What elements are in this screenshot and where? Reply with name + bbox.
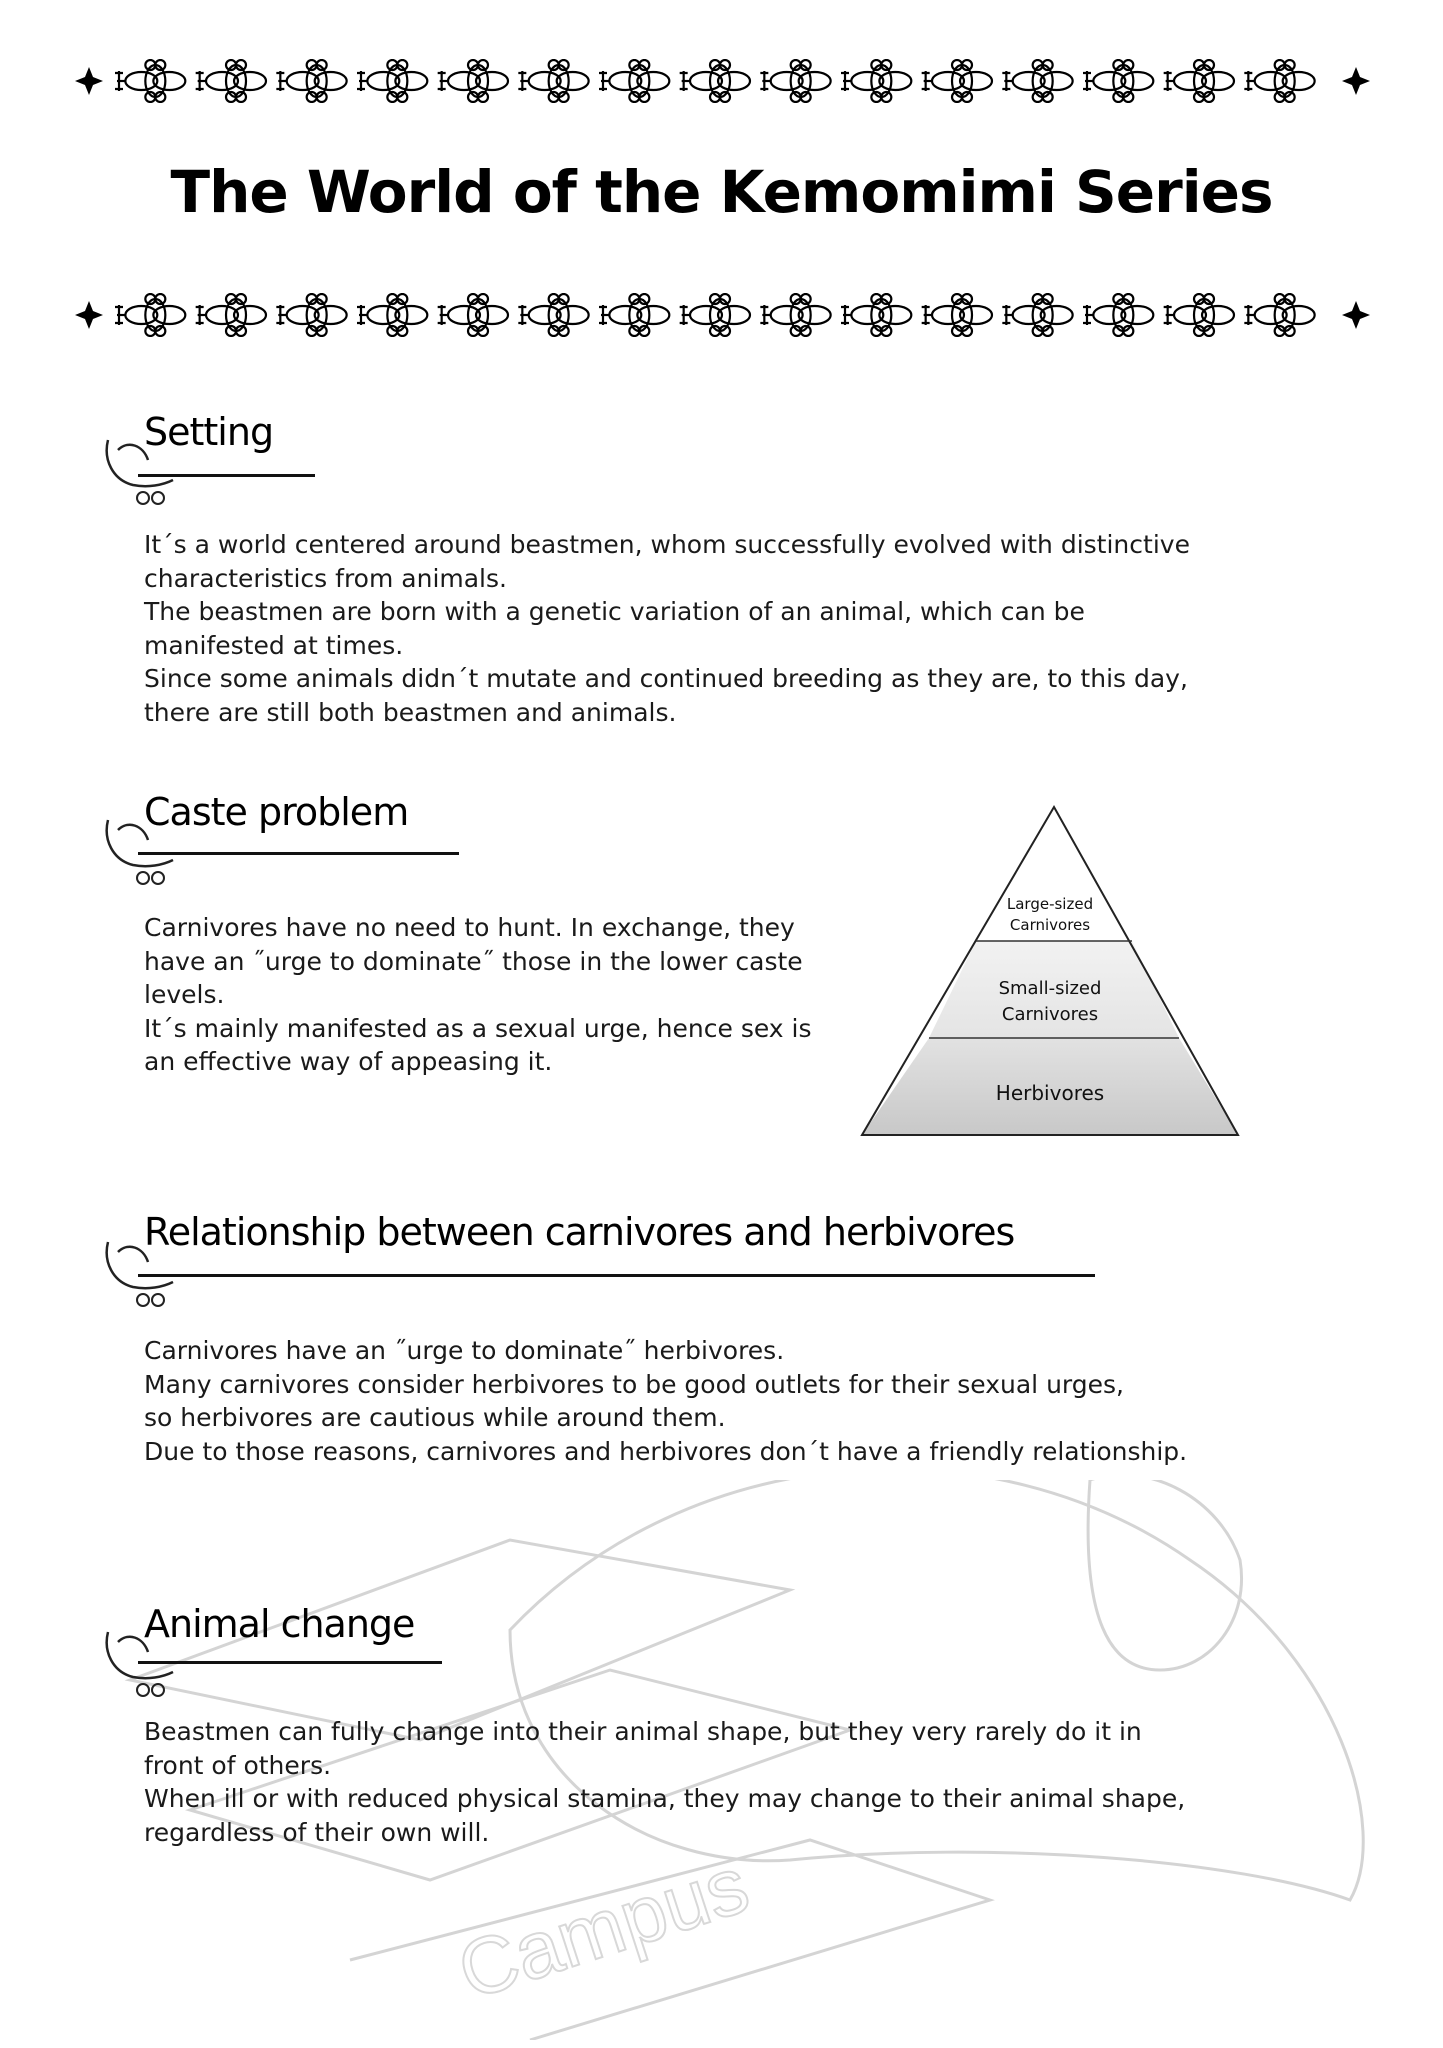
notebook-label: Campus (447, 1839, 759, 2017)
pyramid-label: Small-sized (998, 978, 1102, 999)
text-line: Since some animals didn´t mutate and continued breeding as they are, to this day, (144, 664, 1188, 694)
ornamental-border-top (75, 59, 1370, 103)
text-line: there are still both beastmen and animals. (144, 697, 677, 727)
text-line: have an ˝urge to dominate˝ those in the lower caste (144, 946, 803, 976)
section-heading-animal-change: Animal change (144, 1602, 415, 1646)
setting-paragraph (144, 528, 1190, 730)
text-line: Carnivores have an ˝urge to dominate˝ herbivores. (144, 1336, 785, 1365)
heading-underline (138, 1661, 442, 1664)
heading-underline (138, 852, 459, 855)
text-line: Carnivores have no need to hunt. In exchange, they (144, 913, 795, 942)
text-line: levels. (144, 980, 225, 1010)
pyramid-label: Carnivores (1009, 916, 1091, 934)
ornamental-border-bottom (75, 293, 1370, 337)
caste-paragraph (144, 911, 812, 1079)
text-line: When ill or with reduced physical stamina, they may change to their animal shape, (144, 1784, 1186, 1814)
pyramid-label: Large-sized (1006, 895, 1094, 913)
text-line: Many carnivores consider herbivores to be good outlets for their sexual urges, (144, 1369, 1124, 1399)
caste-pyramid-diagram (850, 795, 1250, 1145)
animal-change-paragraph (144, 1715, 1185, 1849)
heading-underline (138, 474, 315, 477)
text-line: characteristics from animals. (144, 563, 507, 593)
heading-underline (138, 1274, 1095, 1277)
text-line: manifested at times. (144, 630, 404, 660)
section-heading-relationship: Relationship between carnivores and herbivores (144, 1210, 1015, 1254)
text-line: an effective way of appeasing it. (144, 1047, 553, 1077)
section-heading-setting: Setting (144, 410, 274, 454)
section-heading-caste-problem: Caste problem (144, 790, 409, 834)
relationship-paragraph (144, 1334, 1187, 1468)
text-line: Due to those reasons, carnivores and herbivores don´t have a friendly relationship. (144, 1436, 1188, 1466)
text-line: regardless of their own will. (144, 1817, 490, 1847)
text-line: front of others. (144, 1750, 332, 1780)
text-line: It´s mainly manifested as a sexual urge, hence sex is (144, 1013, 812, 1043)
text-line: The beastmen are born with a genetic variation of an animal, which can be (144, 597, 1085, 627)
pyramid-label: Carnivores (1001, 1004, 1099, 1025)
text-line: It´s a world centered around beastmen, whom successfully evolved with distinctive (144, 530, 1190, 559)
pyramid-label: Herbivores (995, 1081, 1105, 1105)
text-line: so herbivores are cautious while around them. (144, 1403, 726, 1433)
text-line: Beastmen can fully change into their animal shape, but they very rarely do it in (144, 1717, 1142, 1746)
page-title: The World of the Kemomimi Series (170, 158, 1273, 226)
